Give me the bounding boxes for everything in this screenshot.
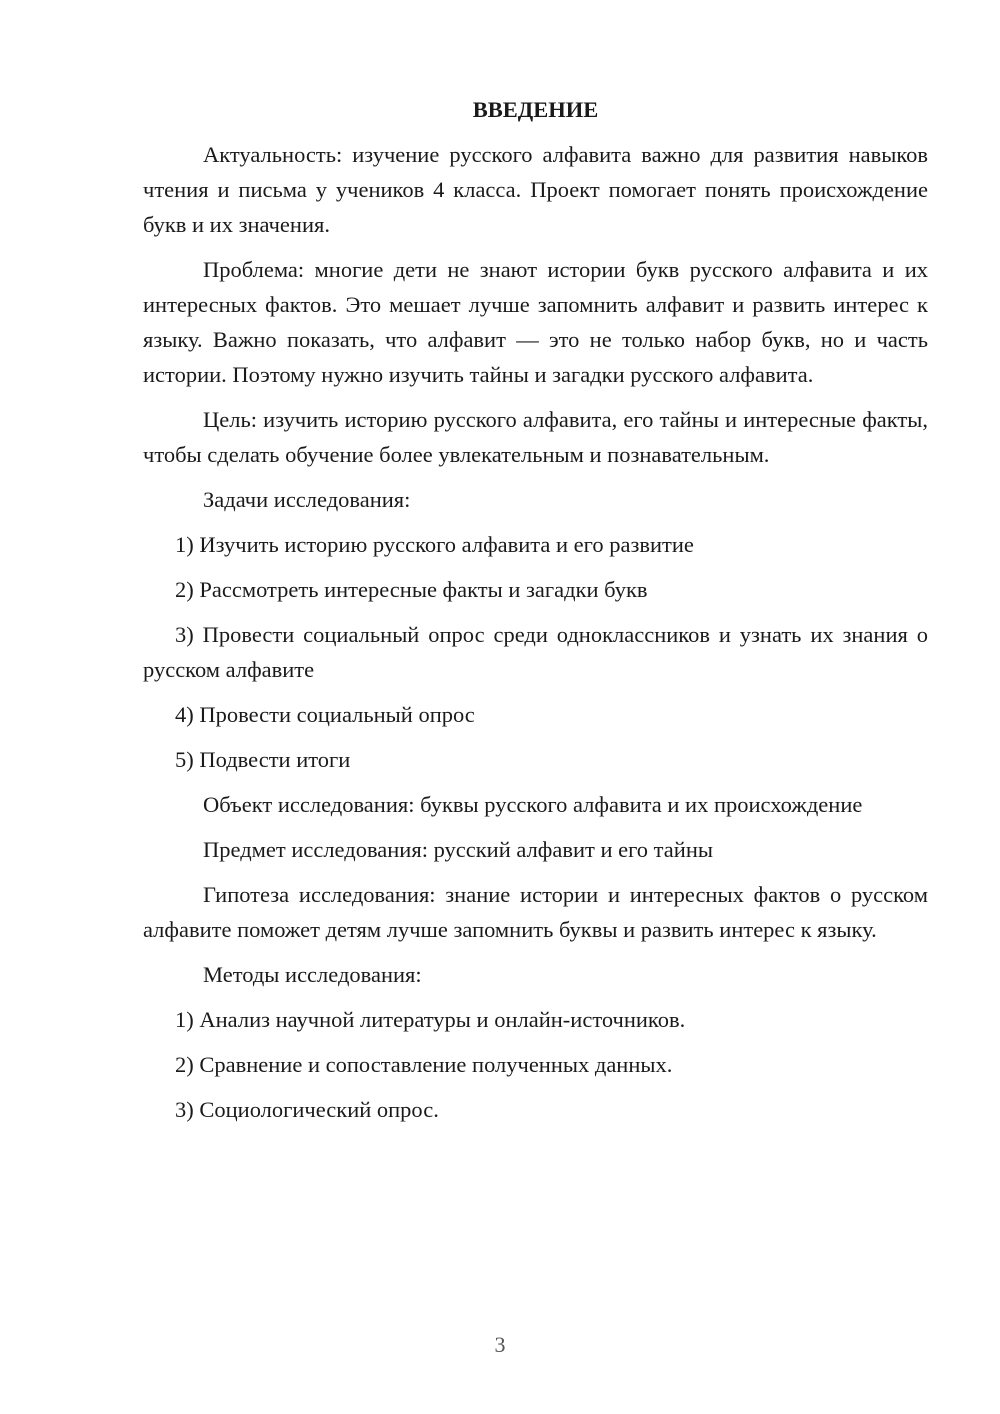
problem-paragraph: Проблема: многие дети не знают истории букв русского алфавита и их интересных фактов. Это мешает лучше запомнить алфавит и развить интерес к языку. Важно показать, что алфавит — это не только набор букв, но и часть истории. Поэтому нужно изучить тайны и загадки русского алфавита.: [143, 257, 928, 387]
method-item-1: 1) Анализ научной литературы и онлайн-источников.: [175, 1007, 686, 1032]
hypothesis-paragraph: Гипотеза исследования: знание истории и интересных фактов о русском алфавите поможет детям лучше запомнить буквы и развить интерес к языку.: [143, 882, 928, 942]
task-item-2: 2) Рассмотреть интересные факты и загадки букв: [175, 577, 648, 602]
document-page: [143, 92, 928, 1137]
tasks-heading: Задачи исследования:: [203, 487, 411, 512]
goal-paragraph: Цель: изучить историю русского алфавита, его тайны и интересные факты, чтобы сделать обучение более увлекательным и познавательным.: [143, 407, 928, 467]
task-item-1: 1) Изучить историю русского алфавита и его развитие: [175, 532, 694, 557]
method-item-2: 2) Сравнение и сопоставление полученных данных.: [175, 1052, 673, 1077]
object-paragraph: Объект исследования: буквы русского алфавита и их происхождение: [203, 792, 863, 817]
task-item-5: 5) Подвести итоги: [175, 747, 351, 772]
relevance-paragraph: Актуальность: изучение русского алфавита важно для развития навыков чтения и письма у учеников 4 класса. Проект помогает понять происхождение букв и их значения.: [143, 142, 928, 237]
method-item-3: 3) Социологический опрос.: [175, 1097, 439, 1122]
task-item-4: 4) Провести социальный опрос: [175, 702, 475, 727]
page-title: ВВЕДЕНИЕ: [472, 97, 599, 122]
subject-paragraph: Предмет исследования: русский алфавит и его тайны: [203, 837, 713, 862]
page-number: 3: [494, 1332, 506, 1357]
task-item-3: 3) Провести социальный опрос среди одноклассников и узнать их знания о русском алфавите: [143, 622, 928, 682]
methods-heading: Методы исследования:: [203, 962, 422, 987]
